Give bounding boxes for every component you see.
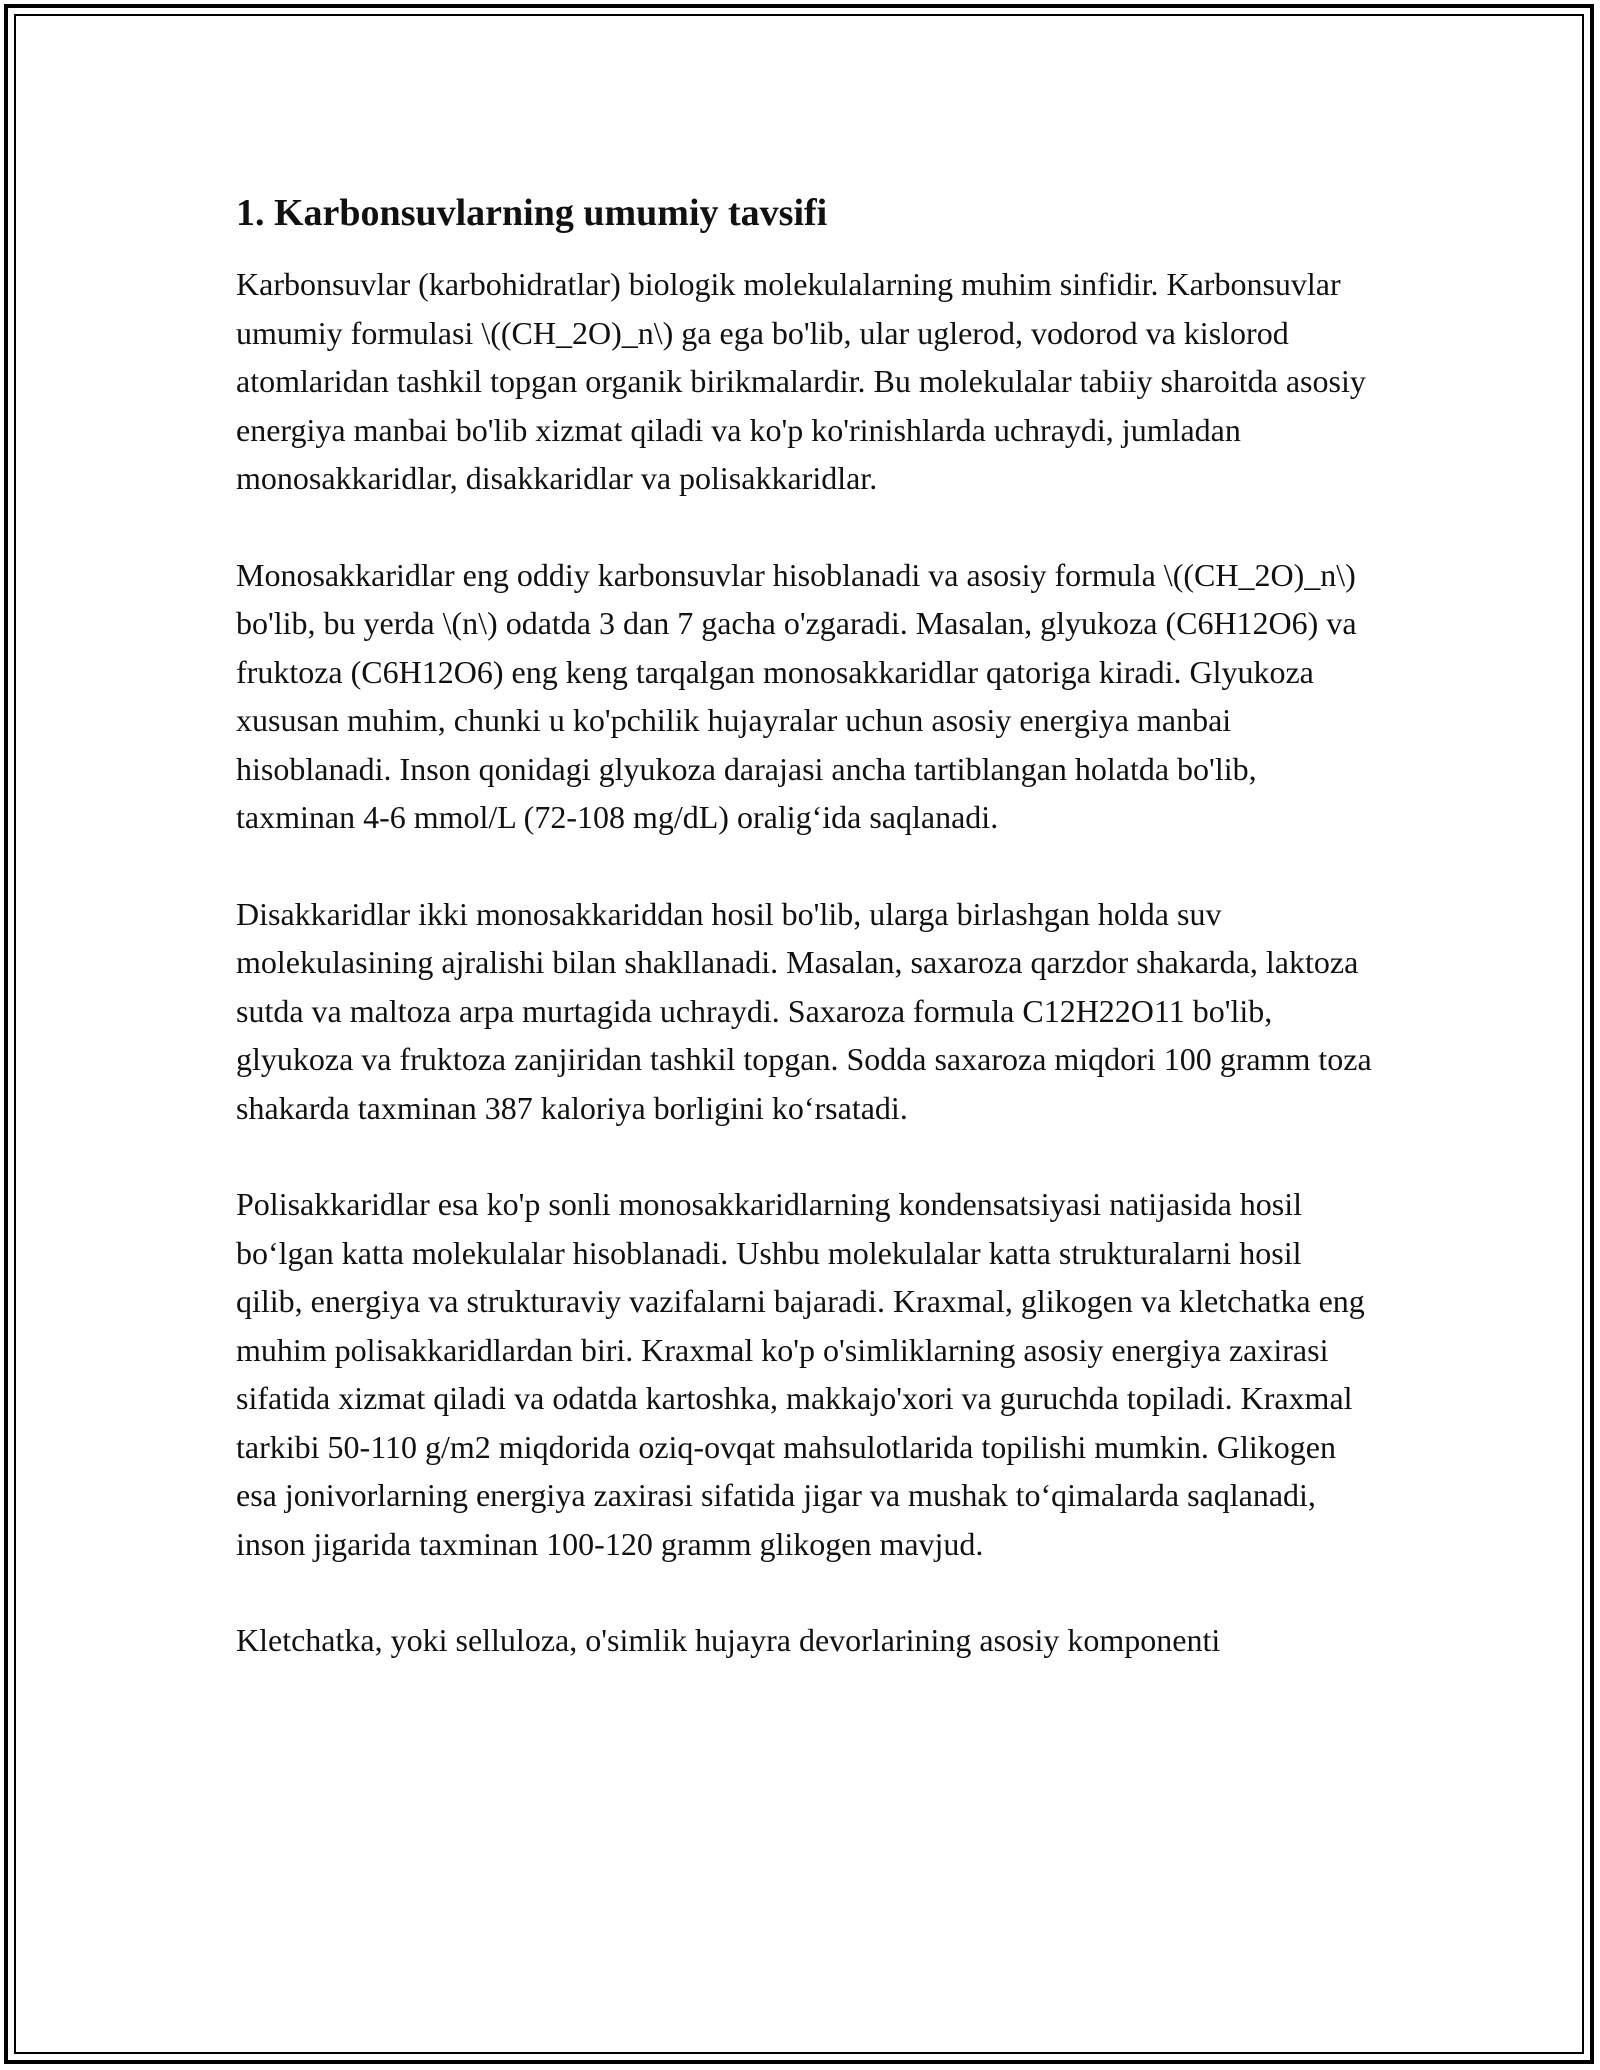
paragraph-disaccharides: Disakkaridlar ikki monosakkariddan hosil bo'lib, ularga birlashgan holda suv molekulasining ajralishi bilan shakllanadi. Masalan, saxaroza qarzdor shakarda, laktoza sutda va maltoza arpa murtagida uchraydi. Saxaroza formula C12H22O11 bo'lib, glyukoza va fruktoza zanjiridan tashkil topgan. Sodda saxaroza miqdori 100 gramm toza shakarda taxminan 387 kaloriya borligini ko‘rsatadi. — [236, 895, 1372, 1126]
paragraph-monosaccharides: Monosakkaridlar eng oddiy karbonsuvlar hisoblanadi va asosiy formula \((CH_2O)_n\) bo'lib, bu yerda \(n\) odatda 3 dan 7 gacha o'zgaradi. Masalan, glyukoza (C6H12O6) va fruktoza (C6H12O6) eng keng tarqalgan monosakkaridlar qatoriga kiradi. Glyukoza xususan muhim, chunki u ko'pchilik hujayralar uchun asosiy energiya manbai hisoblanadi. Inson qonidagi glyukoza darajasi ancha tartiblangan holatda bo'lib, taxminan 4-6 mmol/L (72-108 mg/dL) oralig‘ida saqlanadi. — [236, 556, 1357, 835]
paragraph-cellulose: Kletchatka, yoki selluloza, o'simlik hujayra devorlarining asosiy komponenti — [236, 1622, 1221, 1658]
paragraph-polysaccharides: Polisakkaridlar esa ko'p sonli monosakkaridlarning kondensatsiyasi natijasida hosil bo‘lgan katta molekulalar hisoblanadi. Ushbu molekulalar katta strukturalarni hosil qilib, energiya va strukturaviy vazifalarni bajaradi. Kraxmal, glikogen va kletchatka eng muhim polisakkaridlardan biri. Kraxmal ko'p o'simliklarning asosiy energiya zaxirasi sifatida xizmat qiladi va odatda kartoshka, makkajo'xori va guruchda topiladi. Kraxmal tarkibi 50-110 g/m2 miqdorida oziq-ovqat mahsulotlarida topilishi mumkin. Glikogen esa jonivorlarning energiya zaxirasi sifatida jigar va mushak to‘qimalarda saqlanadi, inson jigarida taxminan 100-120 gramm glikogen mavjud. — [236, 1186, 1365, 1562]
section-heading: 1. Karbonsuvlarning umumiy tavsifi — [236, 192, 828, 234]
paragraph-intro: Karbonsuvlar (karbohidratlar) biologik molekulalarning muhim sinfidir. Karbonsuvlar umumiy formulasi \((CH_2O)_n\) ga ega bo'lib, ular uglerod, vodorod va kislorod atomlaridan tashkil topgan organik birikmalardir. Bu molekulalar tabiiy sharoitda asosiy energiya manbai bo'lib xizmat qiladi va ko'p ko'rinishlarda uchraydi, jumladan monosakkaridlar, disakkaridlar va polisakkaridlar. — [236, 266, 1366, 496]
document-page — [236, 186, 1374, 1713]
